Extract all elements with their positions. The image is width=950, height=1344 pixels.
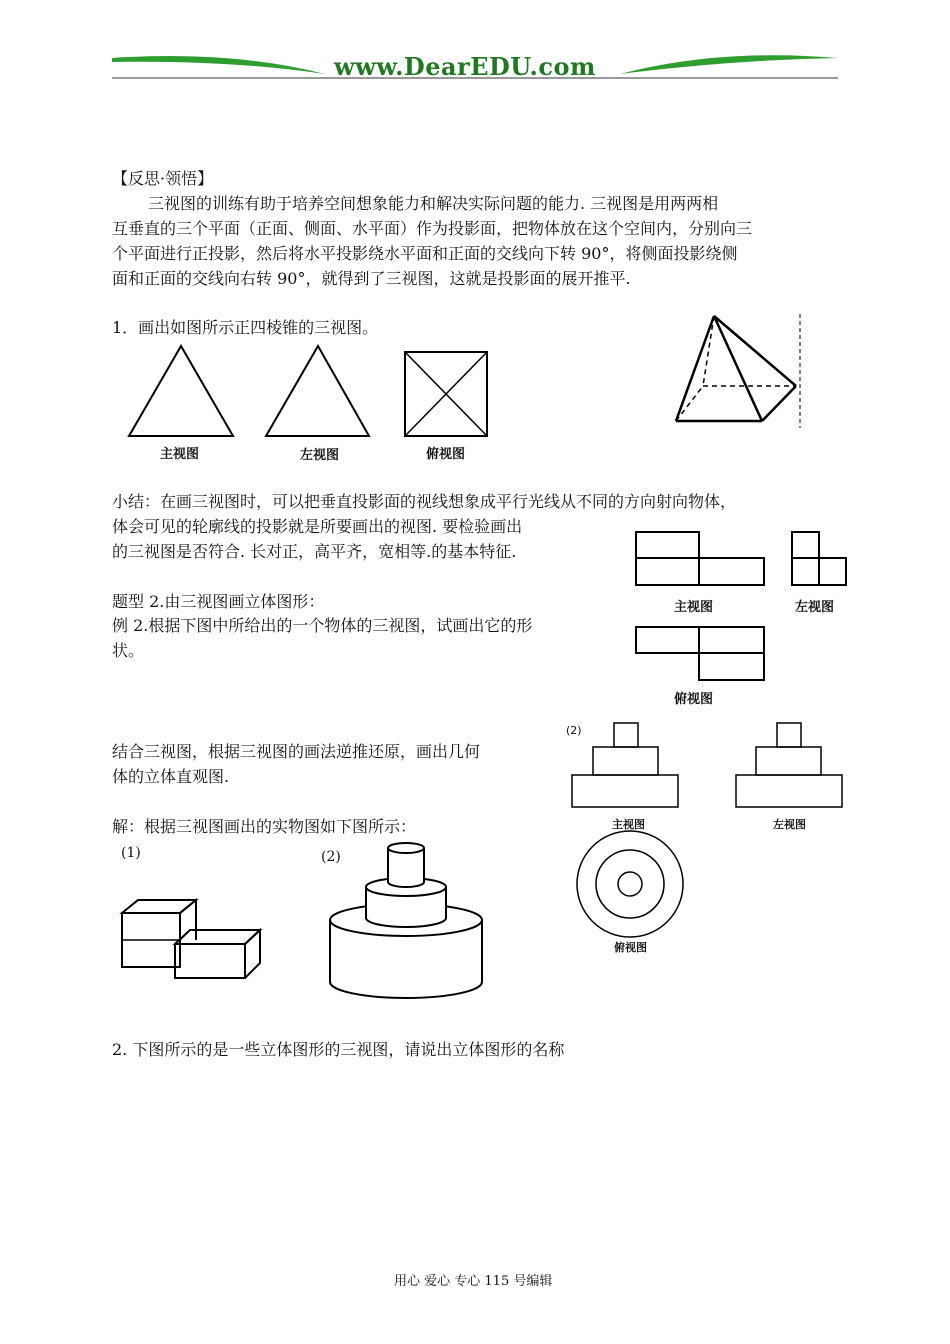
- fig2-left-label: 左视图: [773, 818, 806, 831]
- figure2-index: (2): [566, 724, 582, 737]
- intro-line-3: 个平面进行正投影，然后将水平投影绕水平面和正面的交线向下转 90°，将侧面投影绕侧: [112, 244, 738, 263]
- q1-front-label: 主视图: [160, 447, 200, 462]
- summary-line-3: 的三视图是否符合. 长对正，高平齐，宽相等.的基本特征.: [112, 542, 517, 561]
- solution-fig2-index: (2): [321, 849, 341, 865]
- ex2-left-label: 左视图: [795, 600, 835, 615]
- q1-left-label: 左视图: [300, 448, 340, 463]
- site-logo[interactable]: www.DearEDU.com: [334, 52, 596, 81]
- fig2-front-label: 主视图: [612, 818, 645, 831]
- combine-line-2: 体的立体直观图.: [112, 767, 230, 786]
- intro-line-2: 互垂直的三个平面（正面、侧面、水平面）作为投影面，把物体放在这个空间内，分别向三: [112, 219, 753, 238]
- q1-title: 1．画出如图所示正四棱锥的三视图。: [112, 318, 379, 337]
- section-heading: 【反思·领悟】: [112, 169, 214, 188]
- summary-line-1: 小结：在画三视图时，可以把垂直投影面的视线想象成平行光线从不同的方向射向物体，: [112, 492, 737, 511]
- page-footer: 用心 爱心 专心 115 号编辑: [394, 1274, 553, 1289]
- intro-line-4: 面和正面的交线向右转 90°，就得到了三视图，这就是投影面的展开推平.: [112, 269, 631, 288]
- q1-top-label: 俯视图: [426, 447, 466, 462]
- q2-title: 2. 下图所示的是一些立体图形的三视图，请说出立体图形的名称: [112, 1040, 565, 1059]
- intro-line-1: 三视图的训练有助于培养空间想象能力和解决实际问题的能力. 三视图是用两两相: [148, 194, 719, 213]
- example2-line-1: 例 2.根据下图中所给出的一个物体的三视图，试画出它的形: [112, 616, 533, 635]
- type2-title: 题型 2.由三视图画立体图形：: [112, 592, 325, 611]
- example2-line-2: 状。: [112, 641, 145, 660]
- combine-line-1: 结合三视图，根据三视图的画法逆推还原，画出几何: [112, 742, 481, 761]
- ex2-top-label: 俯视图: [674, 692, 714, 707]
- summary-line-2: 体会可见的轮廓线的投影就是所要画出的视图. 要检验画出: [112, 517, 523, 536]
- solution-text: 解：根据三视图画出的实物图如下图所示：: [112, 817, 417, 836]
- solution-fig1-index: (1): [121, 845, 141, 861]
- fig2-top-label: 俯视图: [614, 941, 647, 954]
- ex2-front-label: 主视图: [674, 600, 714, 615]
